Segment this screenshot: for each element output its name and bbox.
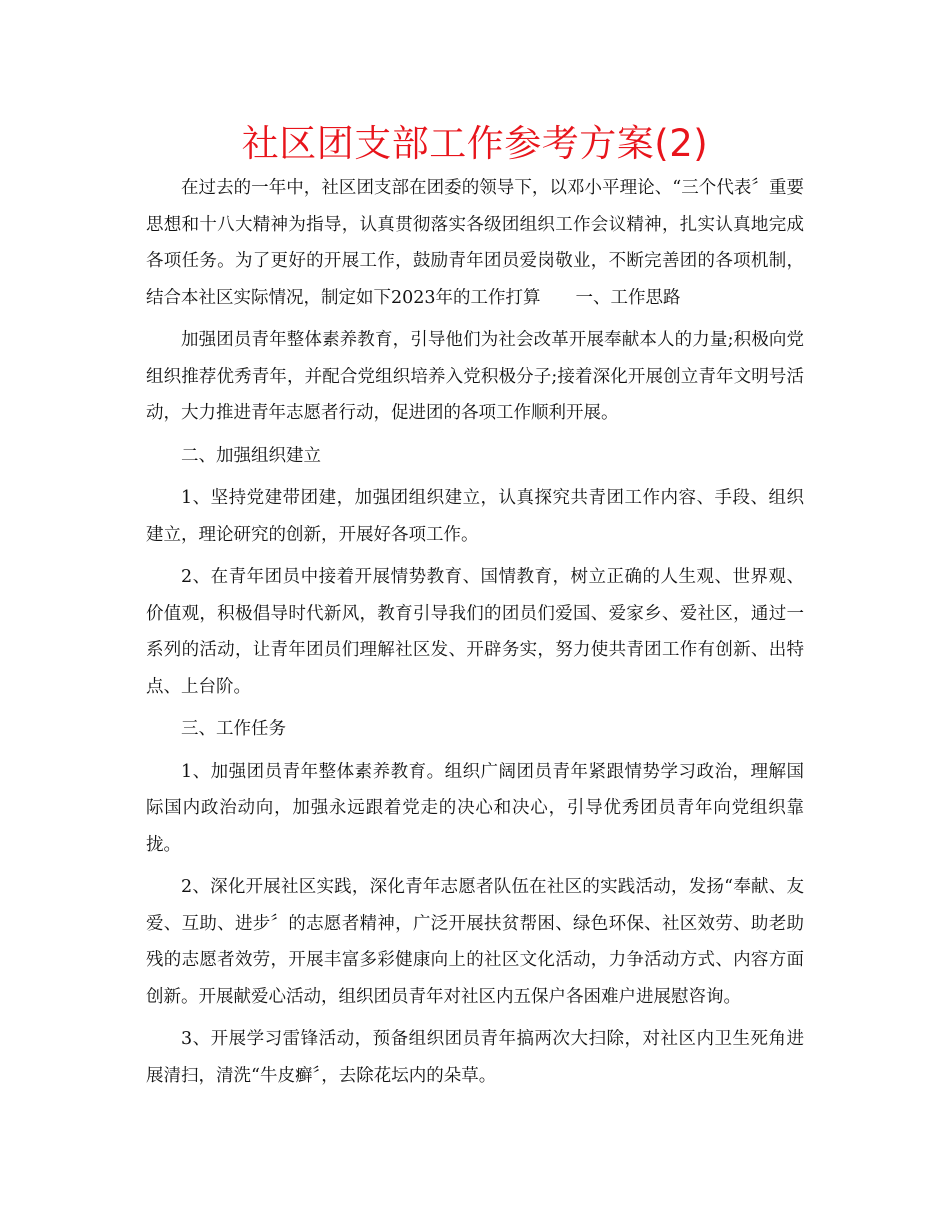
paragraph-work-ideas: 加强团员青年整体素养教育，引导他们为社会改革开展奉献本人的力量;积极向党组织推荐优秀青年，并配合党组织培养入党积极分子;接着深化开展创立青年文明号活动，大力推进青年志愿者行动，促进团的各项工作顺利开展。 — [146, 330, 804, 423]
paragraph-task-item-1: 1、加强团员青年整体素养教育。组织广阔团员青年紧跟情势学习政治，理解国际国内政治动向，加强永远跟着党走的决心和决心，引导优秀团员青年向党组织靠拢。 — [146, 761, 804, 855]
paragraph-organization-item-2: 2、在青年团员中接着开展情势教育、国情教育，树立正确的人生观、世界观、价值观，积极倡导时代新风，教育引导我们的团员们爱国、爱家乡、爱社区，通过一系列的活动，让青年团员们理解社区发、开辟务实，努力使共青团工作有创新、出特点、上台阶。 — [146, 567, 804, 697]
paragraph-organization-item-1: 1、坚持党建带团建，加强团组织建立，认真探究共青团工作内容、手段、组织建立，理论研究的创新，开展好各项工作。 — [146, 488, 804, 545]
heading-strengthen-organization: 二、加强组织建立 — [181, 445, 321, 466]
paragraph-task-item-2: 2、深化开展社区实践，深化青年志愿者队伍在社区的实践活动，发扬“奉献、友爱、互助、进步〞的志愿者精神，广泛开展扶贫帮困、绿色环保、社区效劳、助老助残的志愿者效劳，开展丰富多彩健康向上的社区文化活动，力争活动方式、内容方面创新。开展献爱心活动，组织团员青年对社区内五保户各困难户进展慰咨询。 — [146, 877, 804, 1007]
document-page — [146, 118, 804, 1100]
paragraph-task-item-3: 3、开展学习雷锋活动，预备组织团员青年搞两次大扫除，对社区内卫生死角进展清扫，清洗“牛皮癣〞，去除花坛内的朵草。 — [146, 1029, 804, 1086]
document-title: 社区团支部工作参考方案(2) — [241, 122, 709, 165]
heading-work-tasks: 三、工作任务 — [181, 719, 286, 739]
paragraph-intro: 在过去的一年中，社区团支部在团委的领导下，以邓小平理论、“三个代表〞重要思想和十八大精神为指导，认真贯彻落实各级团组织工作会议精神，扎实认真地完成各项任务。为了更好的开展工作，鼓励青年团员爱岗敬业，不断完善团的各项机制，结合本社区实际情况，制定如下2023年的工作打算 一、工作思路 — [146, 178, 804, 308]
